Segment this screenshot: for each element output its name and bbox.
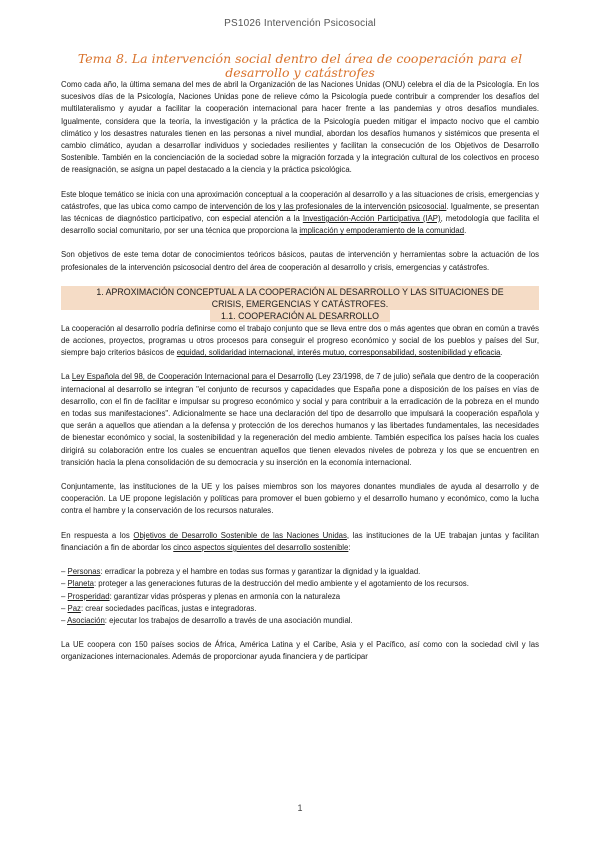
text-span: : bbox=[348, 542, 351, 552]
list-dash: – bbox=[61, 579, 68, 589]
law-paragraph bbox=[61, 371, 539, 469]
list-text: : proteger a las generaciones futuras de la destrucción del medio ambiente y el agotamiento de los recursos. bbox=[93, 579, 469, 589]
text-span: (Ley 23/1998, de 7 de julio) señala que dentro de la cooperación internacional al desarrollo se integran "el conjunto de recursos y capacidades que España pone a disposición de los países en vías de desarrollo, con el fin de facilitar e impulsar su progreso económico y social y para contribuir a la erradicación de la pobreza en el mundo en todas sus manifestaciones". Adicionalmente se hace una declaración del tipo de desarrollo que impulsará la cooperación española y que serán a aquellos que atiendan a la defensa y protección de los derechos humanos y las libertades fundamentales, las necesidades de bienestar económico y social, la sostenibilidad y la regeneración del medio ambiente. También especifica los países hacia los cuales dirigirá su colaboración entre los cuales se encuentran aquellos que tienen elevados niveles de pobreza y los que se encuentren en transición hacia la plena consolidación de su democracia y su inserción en la economía internacional. bbox=[61, 372, 539, 467]
sdg-paragraph bbox=[61, 530, 539, 554]
text-span: , metodología que facilita el desarrollo social comunitario, por ser una técnica que proporciona la bbox=[61, 214, 539, 236]
text-span: La cooperación al desarrollo podría definirse como el trabajo conjunto que se lleva entre dos o más agentes que obran en común a través de acciones, proyectos, programas u otros procesos para conseguir el progreso económico y social de los pueblos y países del Sur, siempre bajo criterios básicos de bbox=[61, 323, 539, 358]
text-span: . Igualmente, se presentan las técnicas de diagnóstico participativo, con especial atención a la bbox=[61, 201, 539, 224]
text-span: , las instituciones de la UE trabajan juntas y facilitan financiación a fin de abordar los bbox=[61, 530, 539, 552]
list-key: Paz bbox=[67, 603, 81, 613]
list-dash: – bbox=[61, 615, 68, 625]
list-key: Prosperidad bbox=[67, 591, 110, 601]
cooperation-definition-paragraph bbox=[61, 323, 539, 360]
section-1-heading bbox=[61, 286, 539, 310]
underlined-text: equidad, solidaridad internacional, interés mutuo, corresponsabilidad, sostenibilidad y eficacia bbox=[176, 348, 501, 358]
sdg-list bbox=[61, 566, 539, 627]
list-item bbox=[61, 615, 539, 627]
list-item bbox=[61, 566, 539, 578]
underlined-text: Ley Española del 98, de Cooperación Internacional para el Desarrollo bbox=[71, 372, 314, 382]
topic-paragraph bbox=[61, 189, 539, 238]
underlined-text: cinco aspectos siguientes del desarrollo sostenible bbox=[173, 542, 349, 552]
document-body bbox=[61, 79, 539, 664]
eu-paragraph: Conjuntamente, las instituciones de la UE y los países miembros son los mayores donantes mundiales de ayuda al desarrollo y de cooperación. La UE propone legislación y políticas para promover el buen gobierno y el desarrollo humano y económico, como la lucha contra el hambre y la conservación de los recursos naturales. bbox=[61, 482, 539, 516]
underlined-text: implicación y empoderamiento de la comunidad bbox=[299, 226, 465, 236]
partners-paragraph: La UE coopera con 150 países socios de África, América Latina y el Caribe, Asia y el Pacífico, así como con la sociedad civil y las organizaciones internacionales. Además de proporcionar ayuda financiera y de participar bbox=[61, 640, 539, 662]
list-text: : erradicar la pobreza y el hambre en todas sus formas y garantizar la dignidad y la igualdad. bbox=[100, 567, 421, 577]
text-span: En respuesta a los bbox=[61, 530, 134, 540]
list-text: : garantizar vidas prósperas y plenas en armonía con la naturaleza bbox=[109, 591, 341, 601]
page-header: PS1026 Intervención Psicosocial bbox=[224, 18, 376, 29]
list-key: Asociación bbox=[67, 615, 105, 625]
text-span: . bbox=[500, 348, 503, 358]
list-item bbox=[61, 578, 539, 590]
text-span: . bbox=[464, 226, 467, 236]
underlined-text: intervención de los y las profesionales de la intervención psicosocial bbox=[210, 201, 447, 211]
section-1-line-2: CRISIS, EMERGENCIAS Y CATÁSTROFES. bbox=[211, 298, 389, 309]
list-key: Personas bbox=[67, 567, 101, 577]
section-1-line-1: 1. APROXIMACIÓN CONCEPTUAL A LA COOPERACIÓN AL DESARROLLO Y LAS SITUACIONES DE bbox=[96, 286, 504, 297]
list-dash: – bbox=[61, 603, 68, 613]
underlined-text: Objetivos de Desarrollo Sostenible de las Naciones Unidas bbox=[133, 530, 347, 540]
document-title bbox=[60, 52, 540, 80]
text-span: Este bloque temático se inicia con una aproximación conceptual a la cooperación al desarrollo y a las situaciones de crisis, emergencias y catástrofes, que las ubica como campo de bbox=[61, 189, 539, 211]
list-text: : crear sociedades pacíficas, justas e integradoras. bbox=[80, 603, 257, 613]
list-dash: – bbox=[61, 591, 68, 601]
title-line-2: desarrollo y catástrofes bbox=[225, 65, 375, 80]
underlined-text: Investigación-Acción Participativa (IAP) bbox=[302, 214, 441, 224]
list-text: : ejecutar los trabajos de desarrollo a través de una asociación mundial. bbox=[104, 615, 353, 625]
page-number: 1 bbox=[297, 803, 303, 813]
list-item bbox=[61, 603, 539, 615]
list-dash: – bbox=[61, 567, 68, 577]
intro-paragraph: Como cada año, la última semana del mes de abril la Organización de las Naciones Unidas (ONU) celebra el día de la Psicología. En los sucesivos días de la Psicología, Naciones Unidas pone de relieve cómo la Psicología puede contribuir a comprender los desafíos del multilateralismo y ayudar a facilitar la cooperación internacional para hacer frente a las pandemias y otros desafíos mundiales. Igualmente, considera que la teoría, la investigación y la práctica de la Psicología pueden mitigar el impacto nocivo que el cambio climático y los desastres naturales tienen en las personas a nivel mundial, abordan los desafíos humanos y sistémicos que presenta el cambio climático, ayudan a desarrollar individuos y sociedades resilientes y facilitan la consecución de los Objetivos de Desarrollo Sostenible. También en la concienciación de la sociedad sobre la migración forzada y la integración cultural de los colectivos en proceso de reasignación, se asigna un papel destacado a la ciencia y la práctica psicológica. bbox=[61, 80, 539, 175]
section-1-1-heading: 1.1. COOPERACIÓN AL DESARROLLO bbox=[210, 310, 390, 322]
text-span: La bbox=[61, 372, 72, 382]
list-item bbox=[61, 591, 539, 603]
title-line-1: Tema 8. La intervención social dentro del área de cooperación para el bbox=[77, 51, 523, 66]
objectives-paragraph: Son objetivos de este tema dotar de conocimientos teóricos básicos, pautas de intervención y herramientas sobre la actuación de los profesionales de la intervención psicosocial dentro del área de cooperación al desarrollo y crisis, emergencias y catástrofes. bbox=[61, 250, 539, 272]
list-key: Planeta bbox=[67, 579, 94, 589]
